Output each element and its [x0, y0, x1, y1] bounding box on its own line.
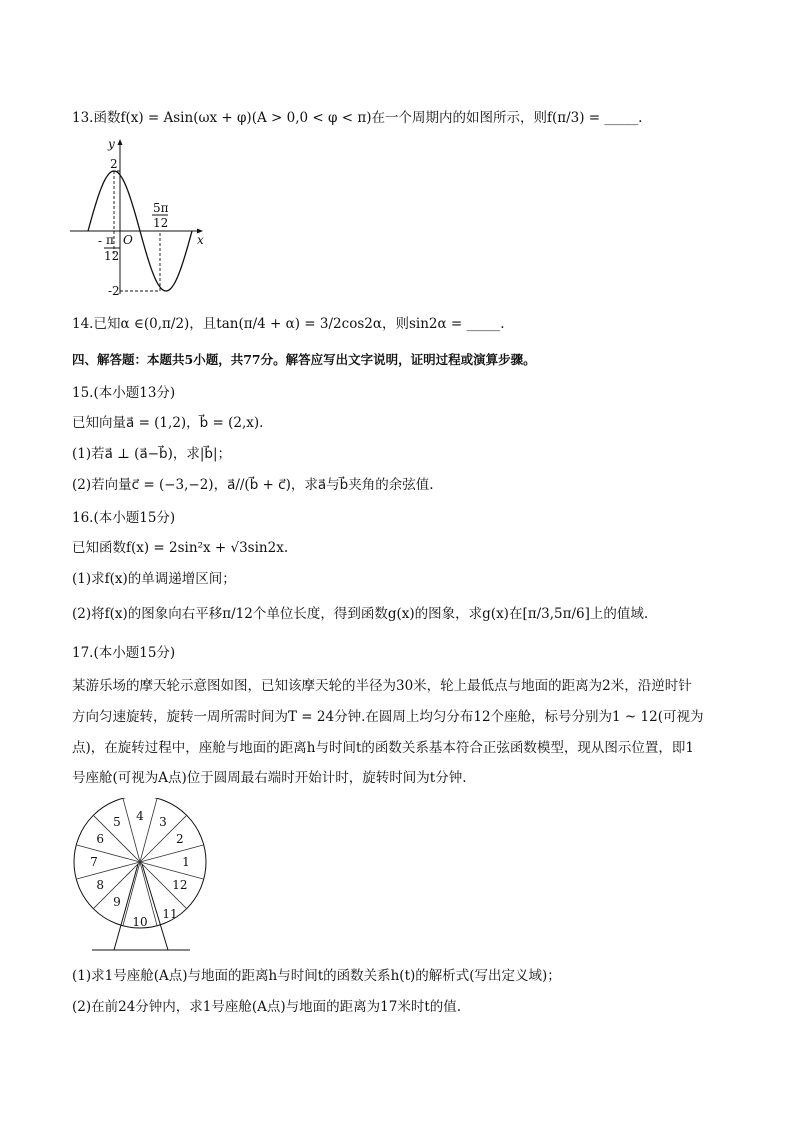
- left-tick-numerator: π: [106, 233, 114, 247]
- ferris-wheel-figure: [64, 798, 224, 958]
- origin-label: O: [123, 233, 133, 247]
- question-17-head: 17.(本小题15分): [72, 645, 176, 661]
- question-17-line-2: (2)在前24分钟内，求1号座舱(A点)与地面的距离为17米时t的值.: [72, 999, 462, 1015]
- y-axis-arrow: [118, 139, 123, 145]
- wheel-spoke: [140, 798, 157, 862]
- question-16-line-1: 已知函数f(x) = 2sin²x + √3sin2x.: [72, 540, 289, 556]
- max-value-label: 2: [110, 157, 118, 171]
- question-15-line-1: 已知向量a⃗ = (1,2)，b⃗ = (2,x).: [72, 415, 264, 431]
- left-tick-sign: -: [98, 234, 103, 248]
- seat-label: 6: [96, 832, 104, 846]
- seat-label: 11: [162, 906, 178, 921]
- wheel-spoke: [76, 845, 140, 862]
- question-16-head: 16.(本小题15分): [72, 510, 176, 526]
- left-tick-denominator: 12: [104, 249, 120, 263]
- right-tick-numerator: 5π: [153, 201, 169, 215]
- question-15-line-2: (1)若a⃗ ⊥ (a⃗−b⃗)，求|b⃗|；: [72, 446, 232, 462]
- question-17-para-2: 方向匀速旋转，旋转一周所需时间为T = 24分钟.在圆周上均匀分布12个座舱，标号分别为1 ~ 12(可视为: [72, 709, 704, 725]
- question-16-line-2: (1)求f(x)的单调递增区间；: [72, 571, 236, 587]
- x-axis-label: x: [197, 233, 204, 247]
- question-15-head: 15.(本小题13分): [72, 385, 176, 401]
- wheel-spoke: [76, 862, 140, 879]
- min-value-label: -2: [108, 284, 120, 298]
- seat-label: 5: [113, 815, 121, 830]
- seat-label: 10: [132, 915, 148, 929]
- question-14: 14.已知α ∈(0,π/2)，且tan(π/4 + α) = 3/2cos2α，则sin2α = _____.: [72, 316, 505, 332]
- seat-label: 1: [182, 855, 190, 869]
- section-4-heading: 四、解答题：本题共5小题，共77分。解答应写出文字说明，证明过程或演算步骤。: [72, 352, 536, 367]
- seat-label: 8: [96, 878, 104, 892]
- question-15-line-3: (2)若向量c⃗ = (−3,−2)，a⃗//(b⃗ + c⃗)，求a⃗与b⃗夹角的余弦值.: [72, 477, 434, 493]
- question-17-para-1: 某游乐场的摩天轮示意图如图，已知该摩天轮的半径为30米，轮上最低点与地面的距离为2米，沿逆时针: [72, 678, 692, 694]
- question-17-para-4: 号座舱(可视为A点)位于圆周最右端时开始计时，旋转时间为t分钟.: [72, 770, 467, 786]
- sine-graph-figure: [66, 134, 216, 300]
- seat-label: 9: [113, 894, 121, 909]
- wheel-spoke: [140, 845, 204, 862]
- wheel-spoke: [140, 862, 204, 879]
- seat-label: 3: [159, 815, 167, 830]
- question-17-line-1: (1)求1号座舱(A点)与地面的距离h与时间t的函数关系h(t)的解析式(写出定义域)；: [72, 968, 561, 984]
- y-axis-label: y: [108, 137, 115, 151]
- seat-label: 4: [136, 809, 144, 823]
- seat-label: 12: [172, 878, 188, 892]
- wheel-spoke: [123, 798, 140, 862]
- question-13: 13.函数f(x) = Asin(ωx + φ)(A > 0,0 < φ < π)在一个周期内的如图所示，则f(π/3) = _____.: [72, 110, 643, 126]
- seat-label: 2: [176, 832, 184, 846]
- right-tick-denominator: 12: [153, 216, 169, 230]
- question-16-line-3: (2)将f(x)的图象向右平移π/12个单位长度，得到函数g(x)的图象，求g(x)在[π/3,5π/6]上的值域.: [72, 606, 649, 622]
- question-17-para-3: 点)，在旋转过程中，座舱与地面的距离h与时间t的函数关系基本符合正弦函数模型，现从图示位置，即1: [72, 740, 694, 756]
- seat-label: 7: [90, 855, 98, 869]
